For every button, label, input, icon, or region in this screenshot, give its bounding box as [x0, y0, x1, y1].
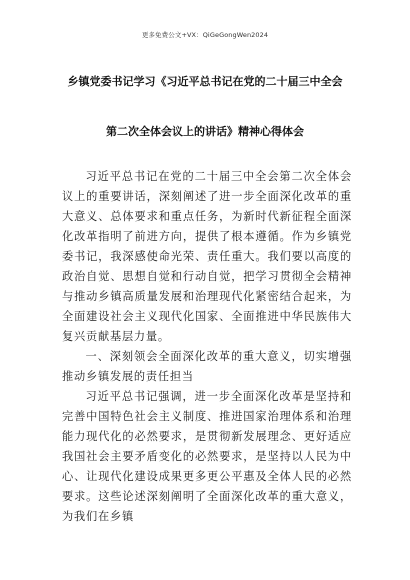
body-paragraph: 习近平总书记在党的二十届三中全会第二次全体会议上的重要讲话，深刻阐述了进一步全面深化改革的重大意义、总体要求和重点任务，为新时代新征程全面深化改革指明了前进方向，提供了根本遵循。作为乡镇党委书记，我深感使命光荣、责任重大。我们要以高度的政治自觉、思想自觉和行动自觉，把学习贯彻全会精神与推动乡镇高质量发展和治理现代化紧密结合起来，为全面建设社会主义现代化国家、全面推进中华民族伟大复兴贡献基层力量。	[62, 170, 352, 343]
document-title-line-2: 第二次全体会议上的讲话》精神心得体会	[106, 125, 304, 138]
header-watermark: 更多免费公文+VX：QiGeGongWen2024	[141, 31, 269, 39]
document-body	[62, 167, 352, 527]
section-heading: 一、深刻领会全面深化改革的重大意义，切实增强推动乡镇发展的责任担当	[62, 350, 352, 383]
document-title-line-1: 乡镇党委书记学习《习近平总书记在党的二十届三中全会	[67, 75, 343, 88]
body-paragraph: 习近平总书记强调，进一步全面深化改革是坚持和完善中国特色社会主义制度、推进国家治理体系和治理能力现代化的必然要求，是贯彻新发展理念、更好适应我国社会主要矛盾变化的必然要求，是坚持以人民为中心、让现代化建设成果更多更公平惠及全体人民的必然要求。这些论述深刻阐明了全面深化改革的重大意义，为我们在乡镇	[62, 390, 352, 523]
